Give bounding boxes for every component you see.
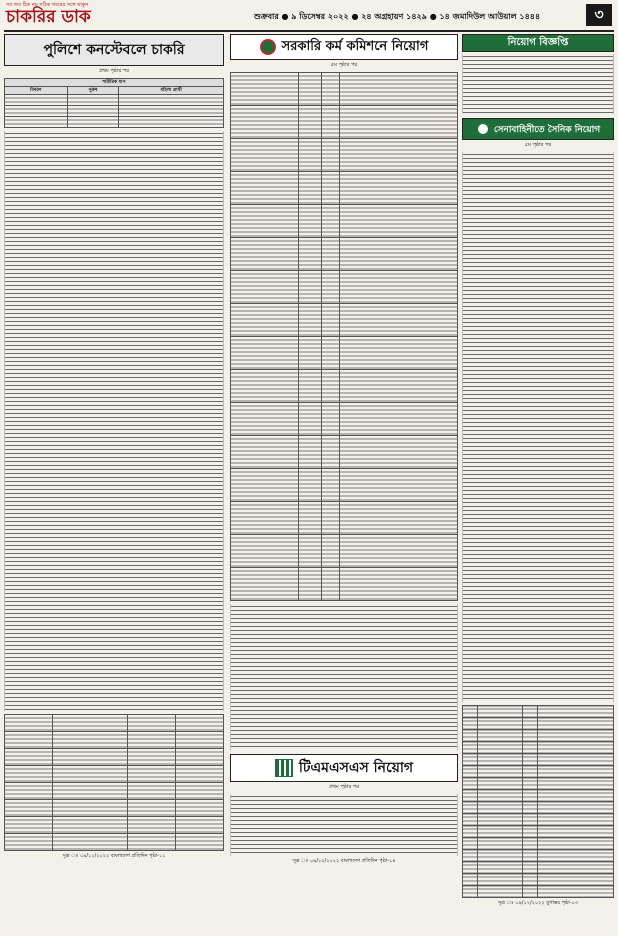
tmss-continued-note: প্রথম পৃষ্ঠার পর (329, 784, 359, 790)
brand-logo (6, 2, 98, 28)
government-emblem-icon (260, 39, 276, 55)
column-police (4, 34, 224, 861)
psc-headline (230, 34, 458, 60)
physical-table-header: পুরুষ (67, 87, 119, 95)
date-line: শুক্রবার ● ৯ ডিসেম্বর ২০২২ ● ২৪ অগ্রহায়ণ ১৪২৯ ● ১৪ জমাদিউল আউয়াল ১৪৪৪ (254, 12, 541, 21)
tmss-article-body (230, 794, 458, 856)
police-article-body (4, 131, 224, 711)
psc-continued-note: ৫ম পৃষ্ঠার পর (330, 62, 358, 68)
physical-table-title: শারীরিক মাপ (5, 79, 224, 87)
tmss-headline (230, 754, 458, 782)
psc-posts-table (230, 72, 458, 601)
police-schedule-table (4, 714, 224, 851)
masthead (4, 2, 614, 32)
page-number: ৩ (586, 4, 612, 26)
psc-article-body (230, 604, 458, 750)
column-psc (230, 34, 458, 866)
tmss-headline-text: টিএমএসএস নিয়োগ (298, 760, 414, 776)
army-source-footer: সূত্র ঃ ০৯/১২/২০২২ যুগান্তর পৃষ্ঠা-০৩ (497, 900, 579, 906)
army-continued-note: ৫ম পৃষ্ঠার পর (524, 142, 552, 148)
psc-source-footer: সূত্র ঃ ০৯/১২/২০২২ বাংলাদেশ প্রতিদিন পৃষ্ঠা-১৪ (292, 858, 396, 864)
notice-headline: নিয়োগ বিজ্ঞপ্তি (462, 34, 614, 52)
police-headline: পুলিশে কনস্টেবলে চাকরি (4, 34, 224, 66)
army-headline-text: সেনাবাহিনীতে সৈনিক নিয়োগ (493, 124, 601, 135)
psc-headline-text: সরকারি কর্ম কমিশনে নিয়োগ (281, 38, 429, 54)
army-headline (462, 118, 614, 140)
army-article-body (462, 152, 614, 702)
brand-name: চাকরির ডাক (6, 7, 91, 27)
army-district-table (462, 705, 614, 898)
notice-article-body (462, 54, 614, 114)
physical-table-header: বিবরণ (5, 87, 68, 95)
police-source-footer: সূত্র ঃ ০৯/১২/২০২২ বাংলাদেশ প্রতিদিন পৃষ্ঠা-১১ (62, 853, 166, 859)
tmss-logo-icon (275, 759, 293, 777)
police-continued-note: প্রথম পৃষ্ঠার পর (99, 68, 129, 74)
physical-table-header: মহিলা প্রার্থী (119, 87, 224, 95)
column-army (462, 34, 614, 908)
army-emblem-icon (476, 122, 490, 136)
physical-standard-table (4, 78, 224, 128)
brand-tagline: সব জব ঠিক নয় সঠিক খবরের সঙ্গে থাকুন (6, 2, 89, 8)
